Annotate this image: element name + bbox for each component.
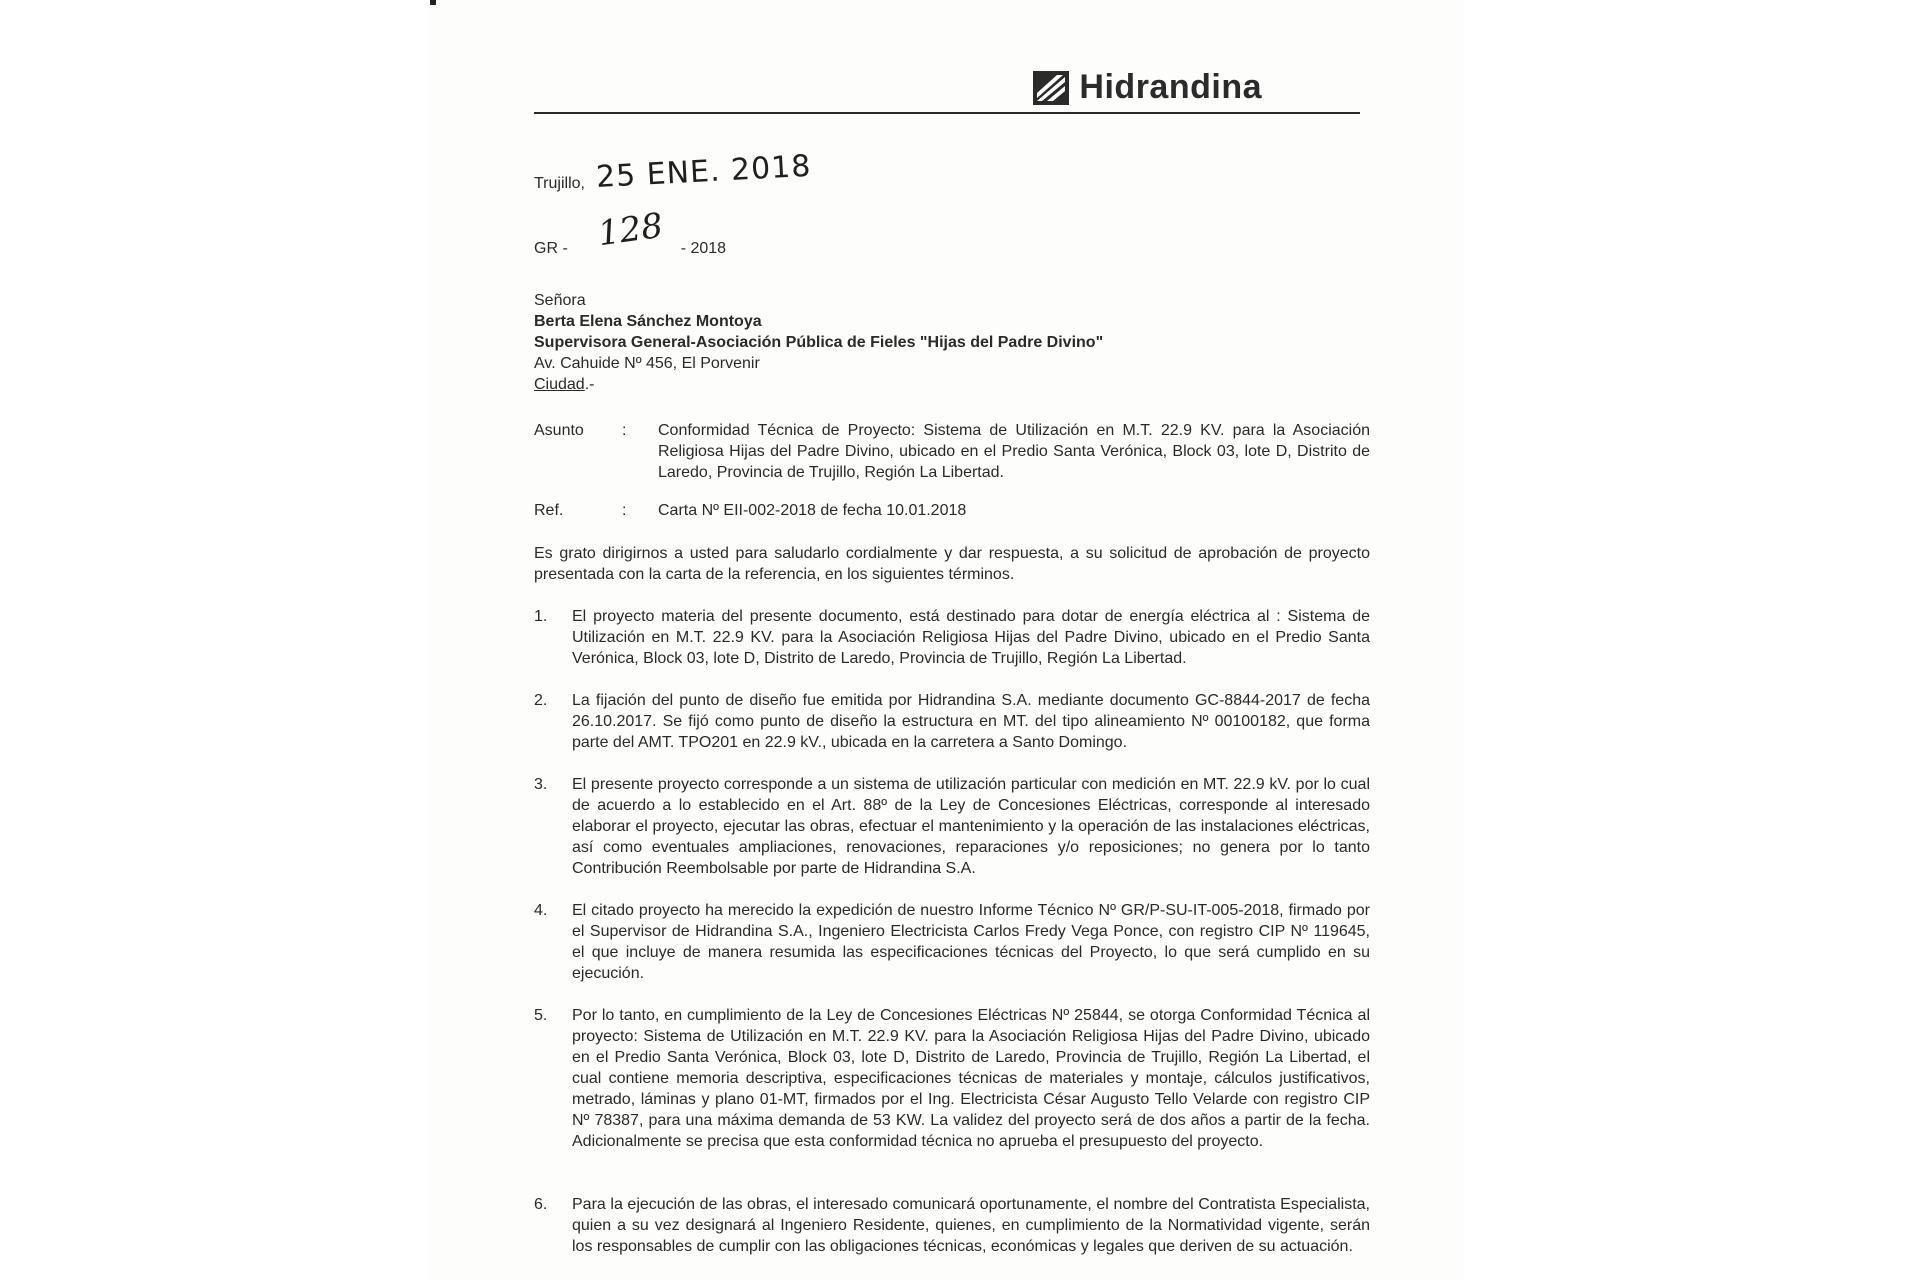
handwritten-number: 128 — [595, 205, 666, 255]
recipient-address: Av. Cahuide Nº 456, El Porvenir — [534, 355, 760, 372]
intro-paragraph: Es grato dirigirnos a usted para saludarlo cordialmente y dar respuesta, a su solicitud de aprobación de proyecto presentada con la carta de la referencia, en los siguientes términos. — [534, 545, 1370, 583]
recipient-city-suffix: .- — [584, 376, 595, 393]
item-number: 3. — [534, 776, 548, 793]
list-item — [534, 690, 1370, 753]
list-item — [534, 774, 1370, 879]
reference-colon: : — [622, 502, 627, 519]
company-name: Hidrandina — [1079, 68, 1262, 106]
item-number: 5. — [534, 1007, 548, 1024]
ref-suffix: - 2018 — [680, 240, 727, 257]
scan-mark — [430, 0, 436, 5]
list-item — [534, 1194, 1370, 1257]
recipient-city: Ciudad — [534, 376, 585, 393]
hidrandina-logo-icon — [1033, 71, 1069, 105]
subject-row — [534, 420, 1370, 483]
reference-text: Carta Nº EII-002-2018 de fecha 10.01.2018 — [658, 502, 967, 519]
item-text: El presente proyecto corresponde a un sistema de utilización particular con medición en MT. 22.9 kV. por lo cual de acuerdo a lo establecido en el Art. 88º de la Ley de Concesiones Eléctricas, corresponde al interesado elaborar el proyecto, ejecutar las obras, efectuar el mantenimiento y la operación de las instalaciones eléctricas, así como eventuales ampliaciones, renovaciones, reparaciones y/o reposiciones; no genera por lo tanto Contribución Reembolsable por parte de Hidrandina S.A. — [572, 776, 1370, 877]
reference-row — [534, 500, 1370, 521]
item-text: La fijación del punto de diseño fue emitida por Hidrandina S.A. mediante documento GC-8844-2017 de fecha 26.10.2017. Se fijó como punto de diseño la estructura en MT. del tipo alineamiento Nº 00100182, que forma parte del AMT. TPO201 en 22.9 kV., ubicada en la carretera a Santo Domingo. — [572, 692, 1370, 751]
document-number — [534, 205, 727, 258]
list-item — [534, 606, 1370, 669]
addressee-block — [534, 290, 1103, 395]
recipient-title: Supervisora General-Asociación Pública de Fieles "Hijas del Padre Divino" — [534, 334, 1104, 351]
list-item — [534, 900, 1370, 984]
item-number: 6. — [534, 1196, 548, 1213]
subject-colon: : — [622, 422, 627, 439]
letterhead — [534, 64, 1360, 114]
company-logo — [1033, 68, 1262, 107]
recipient-name: Berta Elena Sánchez Montoya — [534, 313, 762, 330]
city: Trujillo, — [534, 175, 585, 192]
reference-label: Ref. — [534, 502, 564, 519]
subject-label: Asunto — [534, 422, 584, 439]
recipient-city-line — [534, 374, 1103, 395]
date-line — [534, 148, 813, 195]
list-item — [534, 1005, 1370, 1152]
item-number: 4. — [534, 902, 548, 919]
ref-prefix: GR - — [534, 240, 568, 257]
item-text: Por lo tanto, en cumplimiento de la Ley de Concesiones Eléctricas Nº 25844, se otorga Conformidad Técnica al proyecto: Sistema de Utilización en M.T. 22.9 KV. para la Asociación Religiosa Hijas del Padre Divino, ubicado en el Predio Santa Verónica, Block 03, lote D, Distrito de Laredo, Provincia de Trujillo, Región La Libertad, el cual contiene memoria descriptiva, especificaciones técnicas de materiales y montaje, cálculos justificativos, metrado, láminas y plano 01-MT, firmados por el Ing. Electricista César Augusto Tello Velarde con registro CIP Nº 78387, para una máxima demanda de 53 KW. La validez del proyecto será de dos años a partir de la fecha. Adicionalmente se precisa que esta conformidad técnica no aprueba el presupuesto del proyecto. — [572, 1007, 1370, 1150]
subject-text: Conformidad Técnica de Proyecto: Sistema de Utilización en M.T. 22.9 KV. para la Asociación Religiosa Hijas del Padre Divino, ubicado en el Predio Santa Verónica, Block 03, lote D, Distrito de Laredo, Provincia de Trujillo, Región La Libertad. — [658, 422, 1370, 481]
item-number: 1. — [534, 608, 548, 625]
item-number: 2. — [534, 692, 548, 709]
handwritten-date: 25 ENE. 2018 — [595, 148, 813, 195]
item-text: El proyecto materia del presente documento, está destinado para dotar de energía eléctrica al : Sistema de Utilización en M.T. 22.9 KV. para la Asociación Religiosa Hijas del Padre Divino, ubicado en el Predio Santa Verónica, Block 03, lote D, Distrito de Laredo, Provincia de Trujillo, Región La Libertad. — [572, 608, 1370, 667]
salutation: Señora — [534, 292, 586, 309]
item-text: Para la ejecución de las obras, el interesado comunicará oportunamente, el nombre del Contratista Especialista, quien a su vez designará al Ingeniero Residente, quienes, en cumplimiento de la Normatividad vigente, serán los responsables de cumplir con las obligaciones técnicas, económicas y legales que deriven de su actuación. — [572, 1196, 1370, 1255]
item-text: El citado proyecto ha merecido la expedición de nuestro Informe Técnico Nº GR/P-SU-IT-005-2018, firmado por el Supervisor de Hidrandina S.A., Ingeniero Electricista Carlos Fredy Vega Ponce, con registro CIP Nº 119645, el que incluye de manera resumida las especificaciones técnicas del Proyecto, lo que será cumplido en su ejecución. — [572, 902, 1370, 982]
